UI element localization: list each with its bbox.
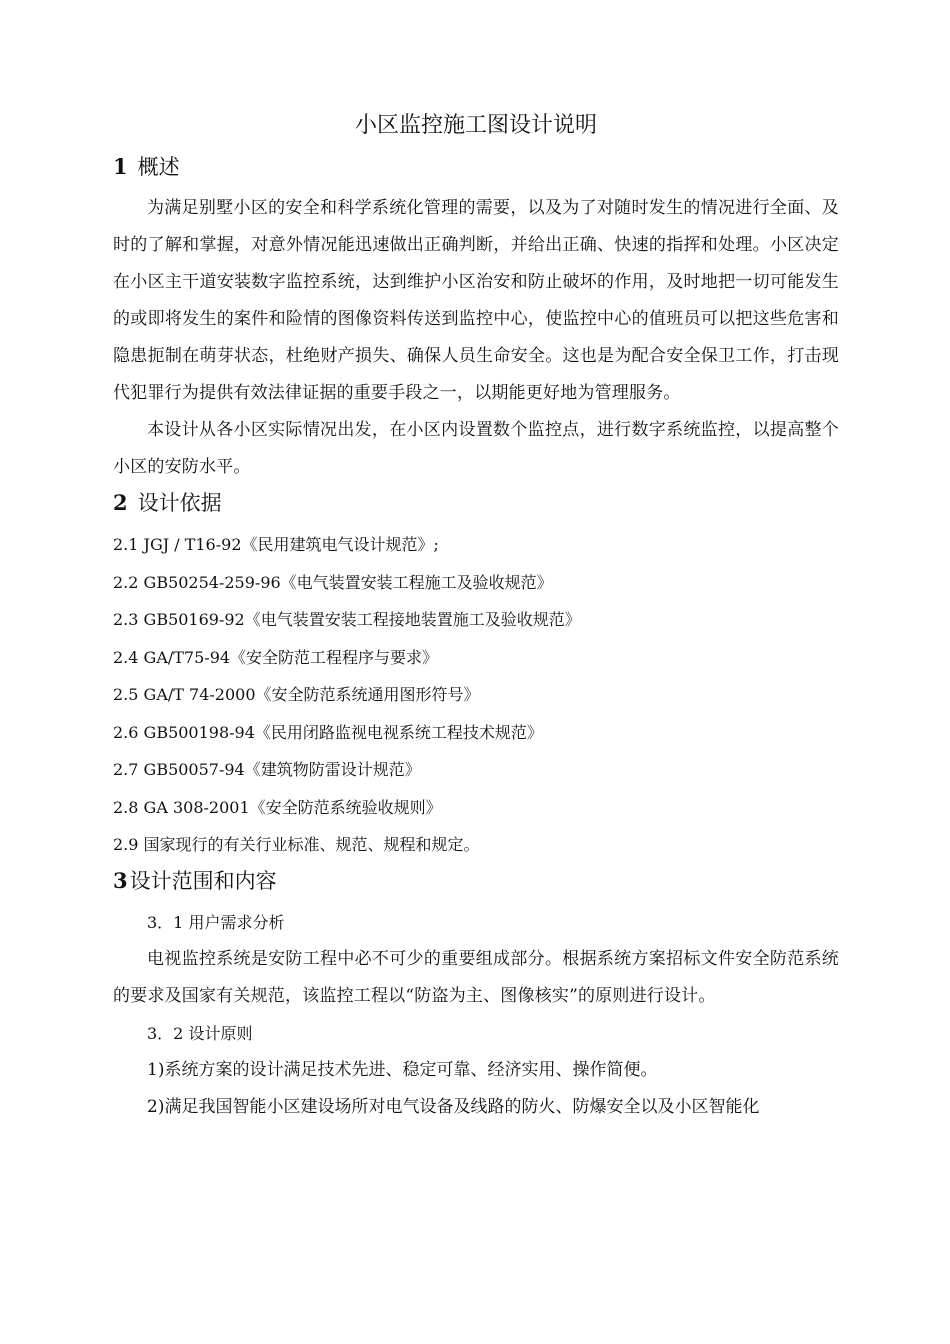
standard-item: 2.7 GB50057-94《建筑物防雷设计规范》 [113,760,421,779]
standard-item: 2.4 GA/T75-94《安全防范工程程序与要求》 [113,647,439,667]
section-title: 设计依据 [137,491,222,515]
requirements-paragraph: 电视监控系统是安防工程中必不可少的重要组成部分。根据系统方案招标文件安全防范系统的要求及国家有关规范，该监控工程以“防盗为主、图像核实”的原则进行设计。 [113,948,839,1006]
document-page [113,108,839,1126]
section-heading-overview [113,150,839,184]
overview-paragraph-1: 为满足别墅小区的安全和科学系统化管理的需要，以及为了对随时发生的情况进行全面、及时的了解和掌握，对意外情况能迅速做出正确判断，并给出正确、快速的指挥和处理。小区决定在小区主干道安装数字监控系统，达到维护小区治安和防止破坏的作用，及时地把一切可能发生的或即将发生的案件和险情的图像资料传送到监控中心，使监控中心的值班员可以把这些危害和隐患扼制在萌芽状态，杜绝财产损失、确保人员生命安全。这也是为配合安全保卫工作，打击现代犯罪行为提供有效法律证据的重要手段之一，以期能更好地为管理服务。 [113,198,839,403]
document-title: 小区监控施工图设计说明 [354,113,597,138]
standards-list [113,526,839,864]
principle-item: 1)系统方案的设计满足技术先进、稳定可靠、经济实用、操作简便。 [147,1059,658,1080]
overview-paragraph-2: 本设计从各小区实际情况出发，在小区内设置数个监控点，进行数字系统监控，以提高整个小区的安防水平。 [113,420,839,477]
section-number: 1 [113,154,128,179]
subsection-heading-principles: 3．2 设计原则 [147,1023,253,1043]
standard-item: 2.5 GA/T 74-2000《安全防范系统通用图形符号》 [113,685,480,704]
section-title: 概述 [137,155,180,179]
standard-item: 2.2 GB50254-259-96《电气装置安装工程施工及验收规范》 [113,572,553,592]
standard-item: 2.8 GA 308-2001《安全防范系统验收规则》 [113,797,442,817]
section-heading-scope [113,864,839,898]
section-title: 设计范围和内容 [129,868,277,893]
standard-item: 2.3 GB50169-92《电气装置安装工程接地装置施工及验收规范》 [113,610,581,629]
principle-item: 2)满足我国智能小区建设场所对电气设备及线路的防火、防爆安全以及小区智能化 [147,1096,760,1117]
section-heading-design-basis [113,486,839,520]
standard-item: 2.6 GB500198-94《民用闭路监视电视系统工程技术规范》 [113,722,543,742]
standard-item: 2.1 JGJ / T16-92《民用建筑电气设计规范》; [113,535,439,554]
standard-item: 2.9 国家现行的有关行业标准、规范、规程和规定。 [113,835,480,854]
section-number: 2 [113,490,128,515]
subsection-heading-requirements: 3．1 用户需求分析 [147,912,285,932]
section-number: 3 [113,867,128,893]
